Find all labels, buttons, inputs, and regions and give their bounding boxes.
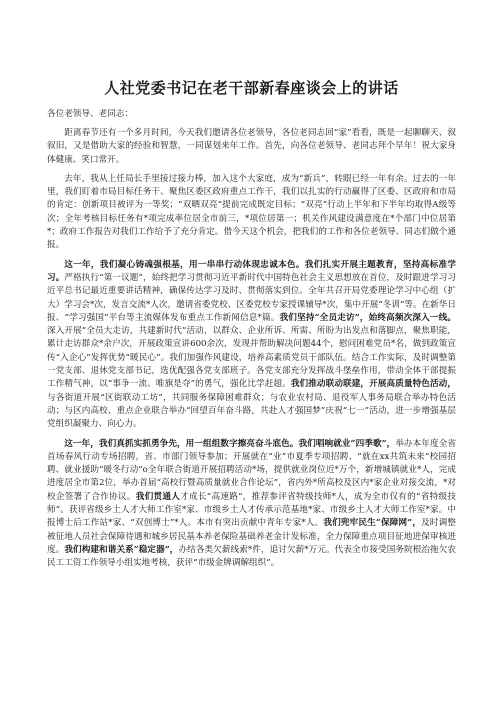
body-paragraph [47, 438, 456, 571]
body-paragraph [47, 259, 456, 432]
text-segment: 才成长“高速路”，推荐参评省特级技师*人，成为全市仅有的“省特级技师”。获评省级乡土人才大师工作室*家、市级乡土人才传承示范基地*家、市级乡土人才大师工作室*家。中报博士后工作站*家、“双创博士”*人。本市有突出贡献中青年专家*人。 [47, 491, 456, 529]
text-segment: 深入开展“全员大走访，共建新时代”活动，以群众、企业所诉、所需、所盼为出发点和落脚点，聚焦职能，累计走访群众*余户次，开展政策宣讲600余次，发现并帮助解决问题44个，慰问困难党员*名，做到政策宣传“入企心”发挥优势“暖民心”。我们加强作风建设，培养高素质党员干部队伍。结合工作实际，及时调整第一党支部、退休党支部书记，选优配强各党支部班子。各党支部充分发挥战斗堡垒作用，带动全体干部提振工作精气神，以“事争一流、唯旗是夺”的勇气，强化比学赶超。 [47, 326, 456, 390]
document-body [47, 127, 456, 571]
salutation: 各位老领导、老同志： [47, 109, 133, 119]
text-segment: 严格执行“第一议题”，始终把学习贯彻习近平新时代中国特色社会主义思想放在首位，及时跟进学习习近平总书记最近重要讲话精神，确保传达学习及时、贯彻落实到位。全年共召开局党委理论学习中心组（扩大）学习会*次，发言交流*人次，邀请省委党校、区委党校专家授课辅导*次，集中开展“冬训”等。在新华日报、“学习强国”平台等主流媒体发布重点工作新闻信息*篇。 [47, 272, 456, 323]
bold-segment: 我们坚持“全员走访”，始终高频次深入一线。 [279, 312, 457, 323]
bold-segment: 我们推动联动联建，开展高质量特色活动， [290, 379, 456, 390]
document-title: 人社党委书记在老干部新春座谈会上的讲话 [104, 79, 399, 97]
bold-segment: 这一年，我们真抓实抓勇争先，用一组组数字擦亮奋斗底色。我们唱响就业“四季歌”， [64, 438, 396, 449]
bold-segment: 我们贯通人 [135, 491, 181, 502]
body-paragraph [47, 173, 456, 253]
text-segment: 与各街道开展“区街联动工坊”，共同服务保障困难群众；与农业农村局、退役军人事务局联合举办特色活动；与区内高校、重点企业联合举办“回望百年奋斗路，共赴人才强国梦”庆祝“七一”活动，进一步增强基层党组织凝聚力、向心力。 [47, 392, 456, 430]
bold-segment: 我们兜牢民生“保障网”， [323, 518, 422, 529]
bold-segment: 这一年，我们凝心铸魂强根基，用一串串行动体现忠诚本色。我们扎实开展主题教育，坚持高标准学习。 [47, 259, 456, 283]
text-segment: 及时调整被征地人员社会保障待遇和城乡居民基本养老保险基础养老金计发标准，全力保障重点项目征地进保审核进度。 [47, 518, 456, 555]
bold-segment: 我们构建和谐关系“稳定器”， [64, 544, 179, 555]
text-segment: 距离春节还有一个多月时间，今天我们邀请各位老领导，各位老同志回“家”看看，既是一起聊聊天、叙叙旧，又是借助大家的经验和智慧，一同谋划来年工作。首先，向各位老领导、老同志拜个早年！祝大家身体健康、笑口常开。 [47, 128, 456, 165]
text-segment: 去年，我从上任局长手里接过接力棒，加入这个大家庭，成为“新兵”，转眼已经一年有余。过去的一年里，我们盯着市局目标任务干、聚焦区委区政府重点工作干，我们以扎实的行动赢得了区委、区政府和市局的肯定：创新项目被评为一等奖；“双晒双亮”提前完成既定目标；“双亮”行动上半年和下半年均取得A级等次；全年考核目标任务有*项完成率位居全市前三，*项位居第一；机关作风建设满意度在*个部门中位居第*；政府工作报告对我们工作给予了充分肯定。借今天这个机会，把我们的工作和各位老领导、同志们做个通报。 [47, 173, 456, 251]
body-paragraph [47, 127, 456, 167]
text-segment: 办结各类欠薪线索*件，追讨欠薪*万元。代表全市接受国务院根治拖欠农民工工资工作领导小组实地考核，获评“市级金牌调解组织”。 [47, 544, 456, 569]
text-segment: 举办本年度全省首场春风行动专场招聘，省、市部门领导参加；开展就在“业”市夏季专项招聘、“就在xx共筑未来”校园招聘、就业援助“暖冬行动”o全年联合街道开展招聘活动*场，提供就业岗位近*万个，新增城镇就业*人，完成进度居全市第2位，举办首届“高校行暨高质量就业合作论坛”，省内外*所高校及区内*家企业对接交流，*对校企签署了合作协议。 [47, 438, 456, 502]
